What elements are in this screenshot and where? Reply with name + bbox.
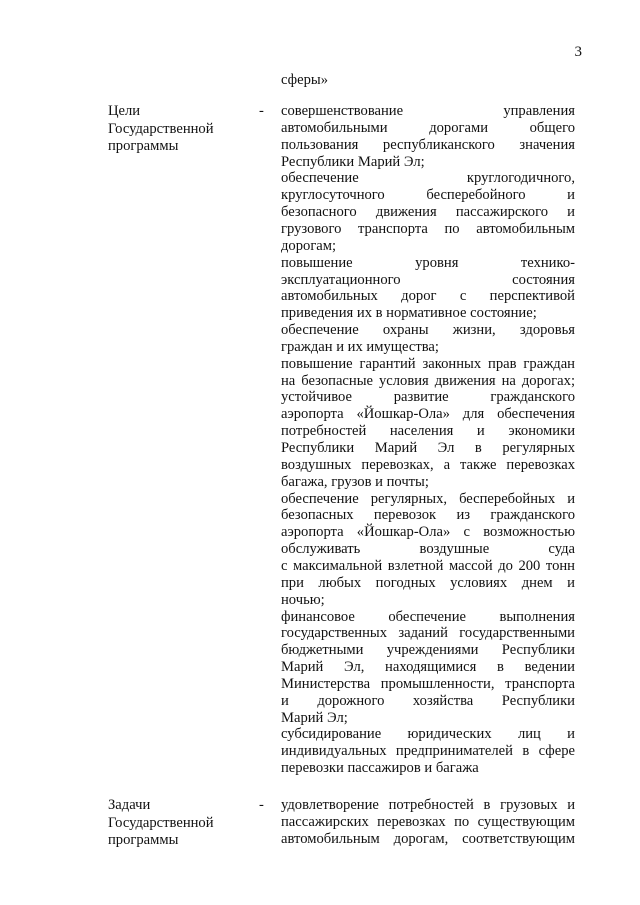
goals-text-line: ночью; bbox=[281, 591, 325, 608]
goals-text-line: индивидуальных предпринимателей в сфере bbox=[281, 743, 575, 760]
goals-text-line: Марий Эл; bbox=[281, 709, 348, 726]
tasks-label-line: программы bbox=[108, 832, 179, 848]
goals-text-line: обеспечение круглогодичного, bbox=[281, 170, 575, 187]
goals-text-line: устойчивое развитие гражданского bbox=[281, 389, 575, 406]
goals-text-line: автомобильных дорог с перспективой bbox=[281, 288, 575, 305]
goals-text-line: повышение гарантий законных прав граждан bbox=[281, 355, 575, 372]
goals-dash: - bbox=[259, 103, 264, 119]
tasks-text-line: удовлетворение потребностей в грузовых и bbox=[281, 797, 575, 813]
goals-label-line: Государственной bbox=[108, 120, 214, 137]
tasks-text-line: пассажирских перевозках по существующим bbox=[281, 813, 575, 830]
goals-text-line: обеспечение регулярных, бесперебойных и bbox=[281, 490, 575, 507]
goals-label-line: Цели bbox=[108, 103, 141, 119]
goals-text-line: воздушных перевозках, а также перевозках bbox=[281, 456, 575, 473]
goals-text-line: граждан и их имущества; bbox=[281, 338, 439, 355]
goals-text-line: багажа, грузов и почты; bbox=[281, 473, 429, 490]
goals-text-line: финансовое обеспечение выполнения bbox=[281, 608, 575, 625]
goals-text-line: Марий Эл, находящимися в ведении bbox=[281, 659, 575, 676]
goals-text-line: перевозки пассажиров и багажа bbox=[281, 760, 479, 777]
goals-text-line: потребностей населения и экономики bbox=[281, 423, 575, 440]
goals-text-line: субсидирование юридических лиц и bbox=[281, 726, 575, 743]
goals-text-line: дорогам; bbox=[281, 237, 337, 254]
tasks-dash: - bbox=[259, 797, 264, 813]
goals-text-line: Республики Марий Эл в регулярных bbox=[281, 440, 575, 456]
goals-text-line: на безопасные условия движения на дорогах; bbox=[281, 372, 575, 389]
goals-text-line: при любых погодных условиях днем и bbox=[281, 574, 575, 591]
goals-text-line: аэропорта «Йошкар-Ола» с возможностью bbox=[281, 524, 575, 541]
goals-text-line: совершенствование управления bbox=[281, 103, 575, 119]
goals-text-line: грузового транспорта по автомобильным bbox=[281, 220, 575, 237]
goals-text-line: безопасных перевозок из гражданского bbox=[281, 507, 575, 524]
goals-text-line: автомобильными дорогами общего bbox=[281, 119, 575, 136]
goals-text-line: бюджетными учреждениями Республики bbox=[281, 642, 575, 659]
goals-label-line: программы bbox=[108, 138, 179, 154]
goals-text-line: аэропорта «Йошкар-Ола» для обеспечения bbox=[281, 406, 575, 423]
tasks-text-line: автомобильным дорогам, соответствующим bbox=[281, 830, 575, 847]
tasks-label-line: Государственной bbox=[108, 814, 214, 831]
goals-text-line: повышение уровня технико- bbox=[281, 254, 575, 271]
goals-text-line: Республики Марий Эл; bbox=[281, 153, 425, 170]
goals-text-line: и дорожного хозяйства Республики bbox=[281, 692, 575, 709]
goals-text-line: безопасного движения пассажирского и bbox=[281, 204, 575, 221]
tasks-label-line: Задачи bbox=[108, 797, 151, 813]
page-number: 3 bbox=[574, 44, 582, 60]
goals-text-line: Министерства промышленности, транспорта bbox=[281, 675, 575, 692]
goals-text-line: круглосуточного бесперебойного и bbox=[281, 187, 575, 204]
goals-text-line: государственных заданий государственными bbox=[281, 625, 575, 642]
goals-text-line: приведения их в нормативное состояние; bbox=[281, 305, 537, 322]
goals-text-line: эксплуатационного состояния bbox=[281, 271, 575, 288]
goals-text-line: с максимальной взлетной массой до 200 тонн bbox=[281, 557, 575, 574]
carry-over-text: сферы» bbox=[281, 72, 328, 88]
goals-text-line: пользования республиканского значения bbox=[281, 136, 575, 153]
goals-text-line: обслуживать воздушные суда bbox=[281, 541, 575, 558]
goals-text-line: обеспечение охраны жизни, здоровья bbox=[281, 322, 575, 339]
